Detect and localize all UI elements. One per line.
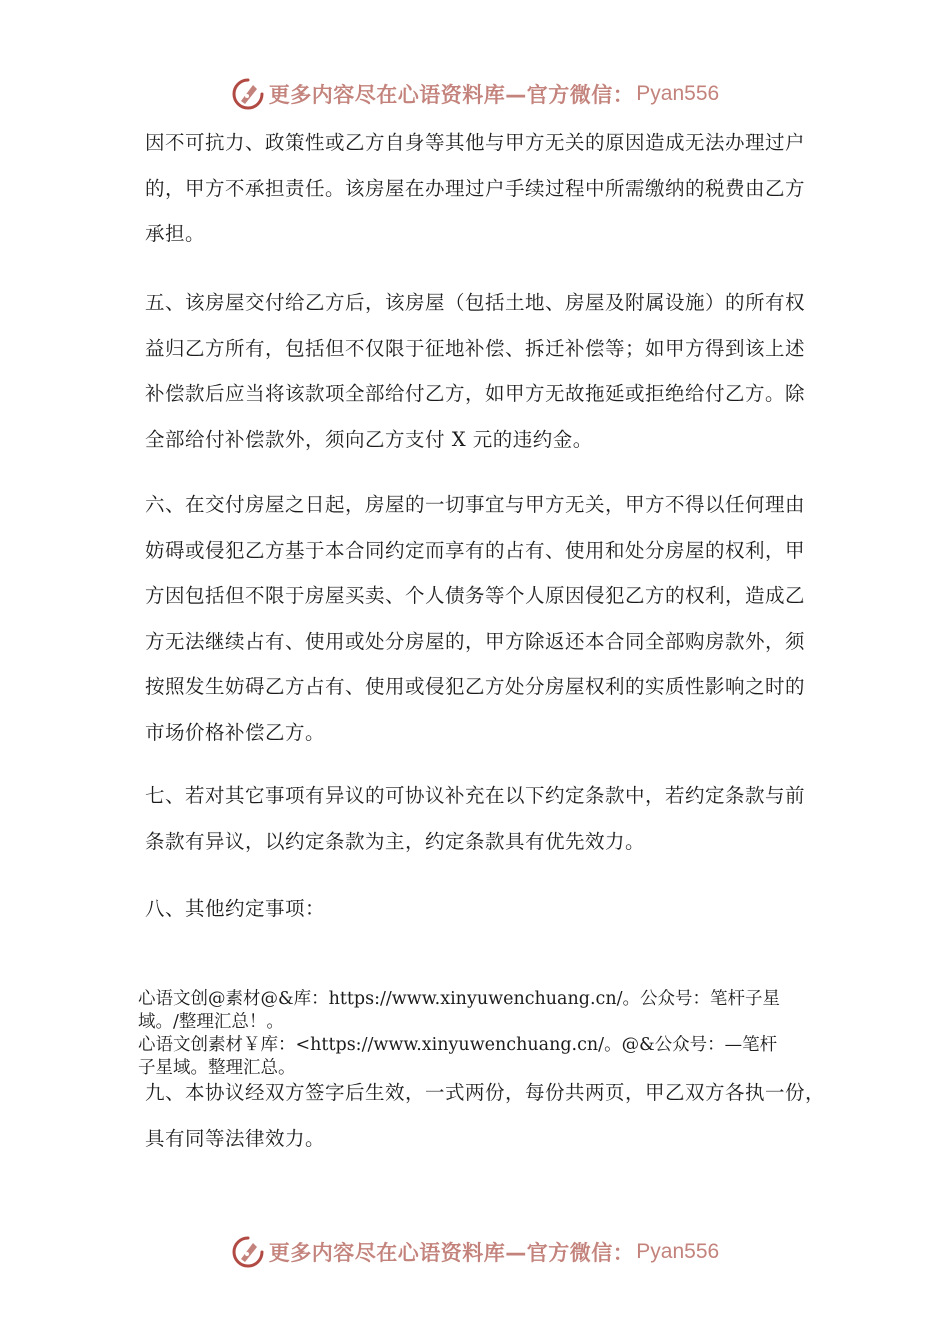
banner-brand-text: 更多内容尽在心语资料库—官方微信：: [268, 83, 635, 107]
pen-nib-circle-icon: [231, 1235, 265, 1269]
note-line: 子星域。整理汇总。: [138, 1058, 296, 1078]
text-line: 市场价格补偿乙方。: [145, 720, 326, 744]
text-line: 全部给付补偿款外，须向乙方支付 X 元的违约金。: [145, 427, 593, 451]
header-watermark-banner: [0, 74, 950, 114]
pen-nib-circle-icon: [231, 77, 265, 111]
text-line: 承担。: [145, 222, 206, 245]
text-line: 五、该房屋交付给乙方后，该房屋（包括土地、房屋及附属设施）的所有权: [145, 291, 806, 314]
paragraph-6: [145, 482, 825, 755]
text-line: 的，甲方不承担责任。该房屋在办理过户手续过程中所需缴纳的税费由乙方: [145, 176, 806, 200]
paragraph-8: [145, 886, 825, 932]
text-line: 具有同等法律效力。: [145, 1126, 326, 1150]
text-line: 因不可抗力、政策性或乙方自身等其他与甲方无关的原因造成无法办理过户: [145, 131, 806, 154]
paragraph-9: [145, 1070, 825, 1161]
note-line: 心语文创素材￥库：<https://www.xinyuwenchuang.cn/。@&公众号：—笔杆: [138, 1035, 778, 1055]
paragraph-4-continued: [145, 120, 825, 257]
text-line: 六、在交付房屋之日起，房屋的一切事宜与甲方无关，甲方不得以任何理由: [145, 493, 806, 516]
text-line: 补偿款后应当将该款项全部给付乙方，如甲方无故拖延或拒绝给付乙方。除: [145, 382, 806, 405]
text-line: 按照发生妨碍乙方占有、使用或侵犯乙方处分房屋权利的实质性影响之时的: [145, 675, 806, 698]
text-line: 方无法继续占有、使用或处分房屋的，甲方除返还本合同全部购房款外，须: [145, 629, 806, 653]
note-line: 域。/整理汇总！。: [138, 1012, 284, 1032]
text-line: 益归乙方所有，包括但不仅限于征地补偿、拆迁补偿等；如甲方得到该上述: [145, 336, 806, 360]
source-notes: [138, 988, 818, 1080]
banner-wechat-handle: Pyan556: [636, 1240, 720, 1263]
text-line: 条款有异议，以约定条款为主，约定条款具有优先效力。: [145, 829, 646, 853]
text-line: 方因包括但不限于房屋买卖、个人债务等个人原因侵犯乙方的权利，造成乙: [145, 584, 806, 607]
text-line: 八、其他约定事项：: [145, 897, 326, 920]
banner-brand-text: 更多内容尽在心语资料库—官方微信：: [268, 1241, 635, 1265]
text-line: 九、本协议经双方签字后生效，一式两份，每份共两页，甲乙双方各执一份，: [145, 1081, 826, 1104]
footer-watermark-banner: [0, 1232, 950, 1272]
text-line: 七、若对其它事项有异议的可协议补充在以下约定条款中，若约定条款与前: [145, 784, 806, 807]
paragraph-7: [145, 773, 825, 864]
paragraph-5: [145, 280, 825, 462]
banner-wechat-handle: Pyan556: [636, 82, 720, 105]
text-line: 妨碍或侵犯乙方基于本合同约定而享有的占有、使用和处分房屋的权利，甲: [145, 538, 806, 562]
note-line: 心语文创@素材@&库：https://www.xinyuwenchuang.cn/。公众号：笔杆子星: [138, 989, 780, 1009]
